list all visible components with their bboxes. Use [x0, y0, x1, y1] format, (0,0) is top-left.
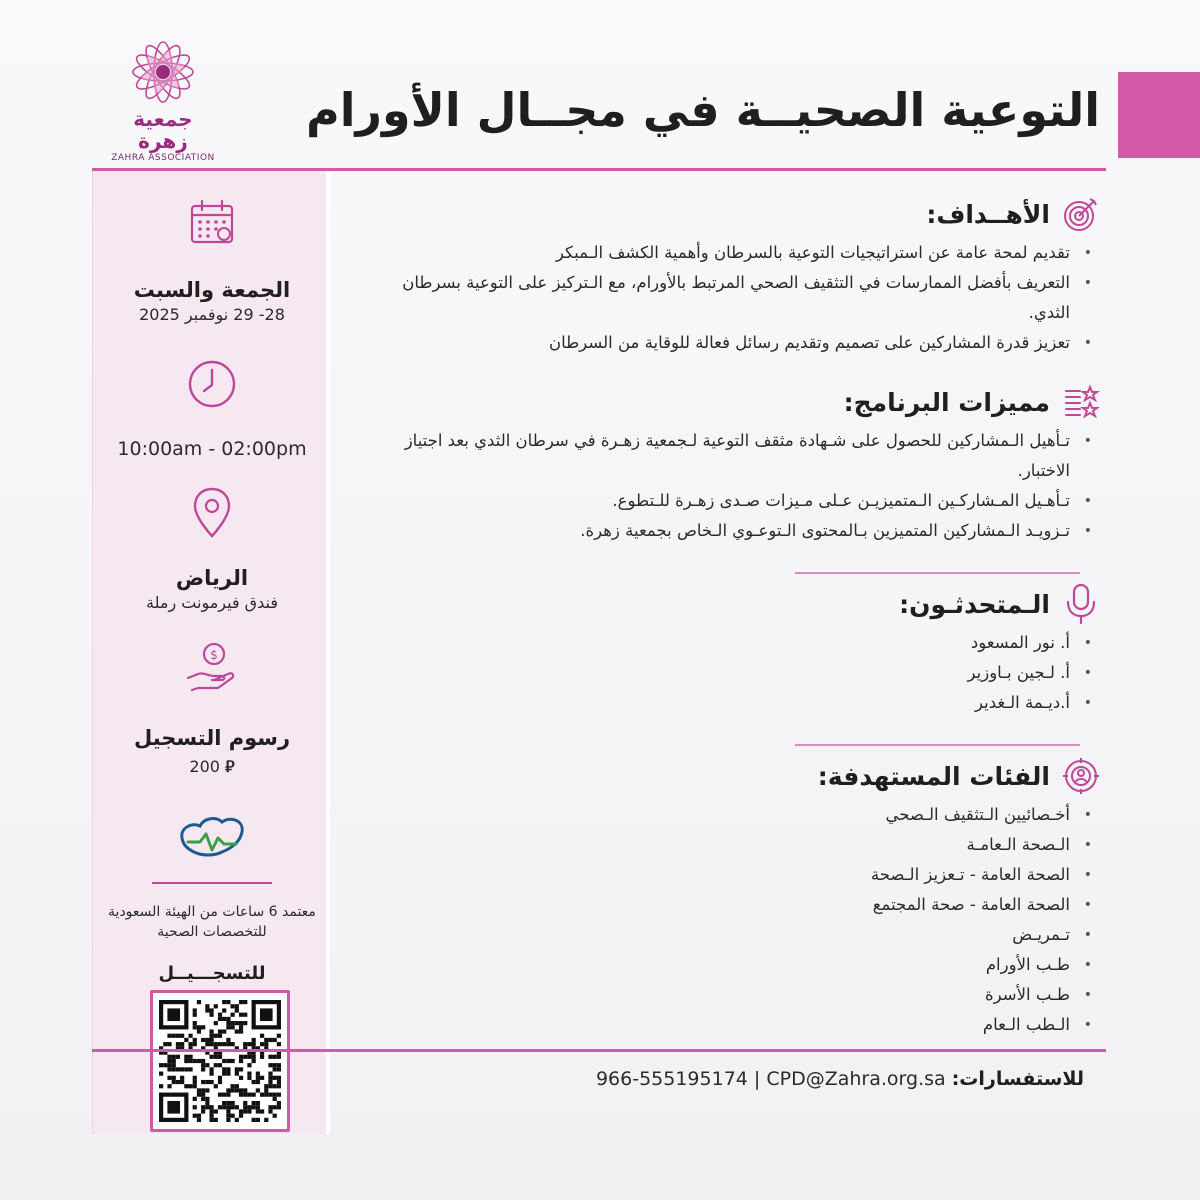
audience-title: الفئات المستهدفة: — [817, 761, 1050, 791]
event-time: 10:00am - 02:00pm — [117, 438, 307, 460]
header-divider — [92, 168, 1106, 171]
location-block — [93, 486, 331, 614]
speakers-header — [380, 582, 1100, 626]
qr-code[interactable] — [159, 999, 281, 1123]
event-date-range: 28- 29 نوفمبر 2025 — [139, 305, 285, 324]
speakers-section — [380, 582, 1100, 718]
page-title: التوعية الصحيــة في مجــال الأورام — [306, 83, 1100, 137]
goals-header — [380, 192, 1100, 236]
event-days: الجمعة والسبت — [133, 278, 291, 302]
audience-section — [380, 754, 1100, 1040]
features-section — [380, 380, 1100, 546]
list-item: • أ. نور المسعود — [380, 628, 1100, 658]
section-divider — [795, 744, 1080, 746]
scfhs-logo — [174, 808, 250, 866]
target-person-icon — [1062, 757, 1100, 795]
fee-block — [93, 638, 331, 778]
register-label: للتسجـــيــل — [158, 963, 266, 984]
date-block — [93, 198, 331, 326]
microphone-icon — [1062, 582, 1100, 626]
contact-label: للاستفسارات: — [951, 1068, 1084, 1090]
location-pin-icon — [192, 486, 232, 540]
list-item: • تـأهيل الـمشاركين للحصول على شـهادة مثقف التوعية لـجمعية زهـرة في سرطان الثدي بعد اجتياز الاختبار. — [380, 426, 1100, 486]
flower-logo-icon — [128, 36, 198, 108]
goals-list — [380, 238, 1100, 358]
audience-list — [380, 800, 1100, 1040]
footer-divider — [92, 1049, 1106, 1052]
contact-info — [596, 1068, 1084, 1090]
list-item: • تـأهـيل المـشاركـين الـمتميزيـن عـلى مـيزات صـدى زهـرة للـتطوع. — [380, 486, 1100, 516]
contact-details[interactable]: 966-555195174 | CPD@Zahra.org.sa — [595, 1068, 946, 1090]
list-item: • تـزويـد الـمشاركين المتميزين بـالمحتوى الـتوعـوي الـخاص بجمعية زهرة. — [380, 516, 1100, 546]
fee-value: 200 — [189, 757, 220, 776]
features-list — [380, 426, 1100, 546]
list-item: • الصحة العامة - صحة المجتمع — [380, 890, 1100, 920]
list-item: • أخـصائيين الـتثقيف الـصحي — [380, 800, 1100, 830]
list-item: • الـصحة الـعامـة — [380, 830, 1100, 860]
registration-qr-code[interactable] — [150, 990, 290, 1132]
calendar-icon — [188, 198, 236, 246]
goals-title: الأهــداف: — [926, 199, 1050, 229]
list-item: • الصحة العامة - تـعزيز الـصحة — [380, 860, 1100, 890]
list-item: • تقديم لمحة عامة عن استراتيجيات التوعية بالسرطان وأهمية الكشف الـمبكر — [380, 238, 1100, 268]
list-item: • تعزيز قدرة المشاركين على تصميم وتقديم رسائل فعالة للوقاية من السرطان — [380, 328, 1100, 358]
speakers-title: الـمتحدثـون: — [899, 589, 1050, 619]
accreditation-text: معتمد 6 ساعات من الهيئة السعودية للتخصصات الصحية — [108, 904, 316, 940]
event-venue: فندق فيرمونت رملة — [146, 593, 278, 612]
features-header — [380, 380, 1100, 424]
title-accent-bar — [1118, 72, 1200, 158]
money-hand-icon — [184, 638, 240, 694]
audience-header — [380, 754, 1100, 798]
target-icon — [1062, 195, 1100, 233]
clock-icon — [186, 358, 238, 410]
accreditation-block — [93, 808, 331, 942]
fee-label: رسوم التسجيل — [133, 726, 291, 750]
zahra-logo — [108, 36, 218, 163]
speakers-list — [380, 628, 1100, 718]
goals-section — [380, 192, 1100, 358]
features-title: مميزات البرنامج: — [843, 387, 1050, 417]
fee-amount — [93, 756, 331, 778]
list-item: • أ.ديـمة الـغدير — [380, 688, 1100, 718]
list-item: • التعريف بأفضل الممارسات في التثقيف الصحي المرتبط بالأورام، مع الـتركيز على التوعية بسرطان الثدي. — [380, 268, 1100, 328]
accreditation-divider — [152, 882, 272, 884]
list-item: • طـب الأسرة — [380, 980, 1100, 1010]
list-item: • الـطب الـعام — [380, 1010, 1100, 1040]
logo-english-name: ZAHRA ASSOCIATION — [111, 153, 215, 163]
section-divider — [795, 572, 1080, 574]
logo-arabic-name: جمعية زهرة — [133, 107, 193, 153]
list-item: • طـب الأورام — [380, 950, 1100, 980]
riyal-symbol-icon: ⃁ — [225, 757, 235, 776]
list-item: • أ. لـجين بـاوزير — [380, 658, 1100, 688]
list-stars-icon — [1062, 383, 1100, 421]
time-block — [93, 358, 331, 460]
list-item: • تـمريـض — [380, 920, 1100, 950]
event-city: الرياض — [175, 566, 249, 590]
svg-text:$: $ — [210, 648, 218, 662]
